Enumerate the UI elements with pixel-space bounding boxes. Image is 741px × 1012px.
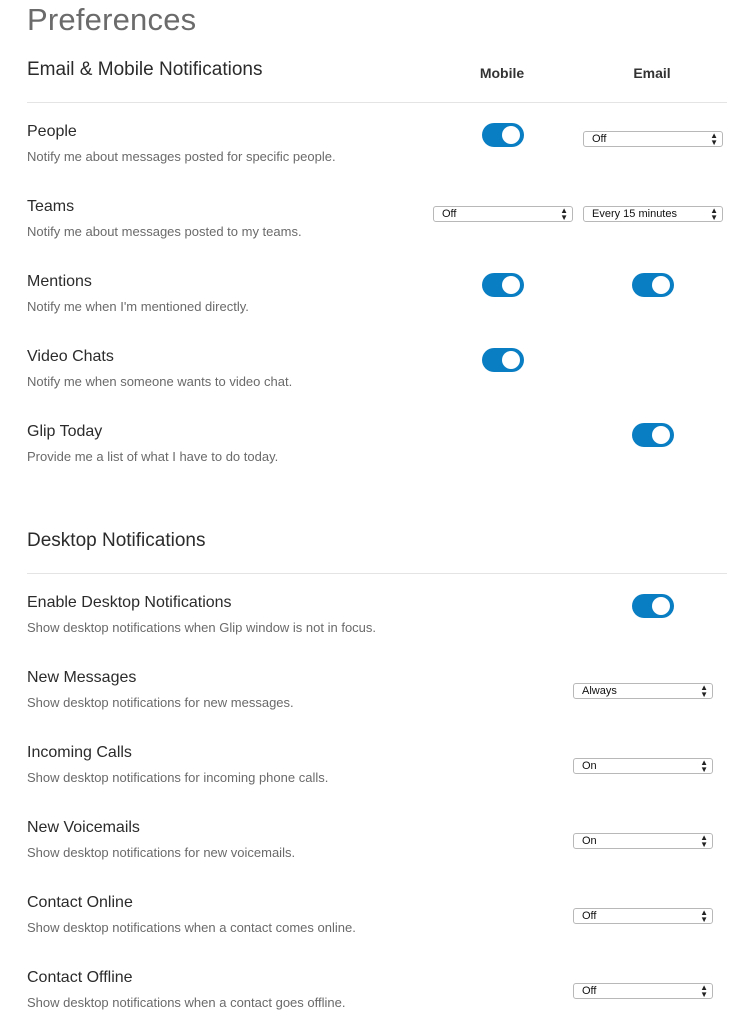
enable-desktop-notifications-toggle[interactable] — [632, 594, 674, 618]
section-divider — [27, 573, 727, 574]
setting-row-glip-today — [27, 423, 727, 483]
mobile-column-header: Mobile — [479, 65, 525, 81]
mentions-mobile-toggle[interactable] — [482, 273, 524, 297]
toggle-knob — [652, 597, 670, 615]
people-email-select[interactable] — [583, 131, 723, 147]
setting-row-mentions — [27, 273, 727, 333]
toggle-knob — [502, 276, 520, 294]
setting-label: Teams — [27, 198, 75, 215]
setting-row-contact-online — [27, 894, 727, 954]
select-arrows-icon: ▲ ▼ — [710, 206, 718, 222]
select-arrows-icon: ▲ ▼ — [560, 206, 568, 222]
select-value: Off — [582, 985, 597, 997]
select-arrows-icon: ▲ ▼ — [700, 833, 708, 849]
video-chats-mobile-toggle[interactable] — [482, 348, 524, 372]
setting-label: Contact Offline — [27, 969, 133, 986]
setting-label: Mentions — [27, 273, 92, 290]
select-arrows-icon: ▲ ▼ — [700, 908, 708, 924]
setting-description: Show desktop notifications when Glip window is not in focus. — [27, 620, 377, 635]
people-mobile-toggle[interactable] — [482, 123, 524, 147]
select-arrows-icon: ▲ ▼ — [700, 683, 708, 699]
select-arrows-icon: ▲ ▼ — [700, 983, 708, 999]
setting-label: New Messages — [27, 669, 137, 686]
page-title: Preferences — [27, 2, 197, 37]
setting-row-new-messages — [27, 669, 727, 729]
select-arrows-icon: ▲ ▼ — [710, 131, 718, 147]
glip-today-email-toggle[interactable] — [632, 423, 674, 447]
incoming-calls-select[interactable] — [573, 758, 713, 774]
teams-mobile-select[interactable] — [433, 206, 573, 222]
email-mobile-section-title: Email & Mobile Notifications — [27, 59, 263, 80]
setting-description: Show desktop notifications when a contact goes offline. — [27, 995, 346, 1010]
toggle-knob — [502, 126, 520, 144]
setting-description: Show desktop notifications for new voicemails. — [27, 845, 296, 860]
setting-row-video-chats — [27, 348, 727, 408]
setting-description: Show desktop notifications for incoming phone calls. — [27, 770, 329, 785]
toggle-knob — [652, 426, 670, 444]
select-value: On — [582, 835, 597, 847]
setting-description: Show desktop notifications for new messages. — [27, 695, 294, 710]
contact-offline-select[interactable] — [573, 983, 713, 999]
toggle-knob — [652, 276, 670, 294]
contact-online-select[interactable] — [573, 908, 713, 924]
setting-label: Contact Online — [27, 894, 133, 911]
setting-label: Glip Today — [27, 423, 103, 440]
setting-description: Notify me when someone wants to video chat. — [27, 374, 293, 389]
setting-row-new-voicemails — [27, 819, 727, 879]
select-value: Off — [442, 208, 457, 220]
setting-label: Incoming Calls — [27, 744, 132, 761]
email-column-header: Email — [633, 65, 671, 81]
mentions-email-toggle[interactable] — [632, 273, 674, 297]
setting-description: Notify me when I'm mentioned directly. — [27, 299, 249, 314]
desktop-section-title: Desktop Notifications — [27, 530, 206, 551]
setting-description: Notify me about messages posted for specific people. — [27, 149, 336, 164]
select-value: Off — [592, 133, 607, 145]
setting-description: Show desktop notifications when a contact comes online. — [27, 920, 356, 935]
setting-row-enable-desktop — [27, 594, 727, 654]
new-voicemails-select[interactable] — [573, 833, 713, 849]
setting-label: People — [27, 123, 77, 140]
select-value: On — [582, 760, 597, 772]
setting-row-incoming-calls — [27, 744, 727, 804]
select-value: Off — [582, 910, 597, 922]
setting-label: Enable Desktop Notifications — [27, 594, 232, 611]
setting-description: Provide me a list of what I have to do today. — [27, 449, 279, 464]
section-divider — [27, 102, 727, 103]
select-value: Every 15 minutes — [592, 208, 677, 220]
new-messages-select[interactable] — [573, 683, 713, 699]
select-arrows-icon: ▲ ▼ — [700, 758, 708, 774]
select-value: Always — [582, 685, 617, 697]
toggle-knob — [502, 351, 520, 369]
setting-description: Notify me about messages posted to my teams. — [27, 224, 302, 239]
setting-label: New Voicemails — [27, 819, 140, 836]
setting-label: Video Chats — [27, 348, 114, 365]
teams-email-select[interactable] — [583, 206, 723, 222]
